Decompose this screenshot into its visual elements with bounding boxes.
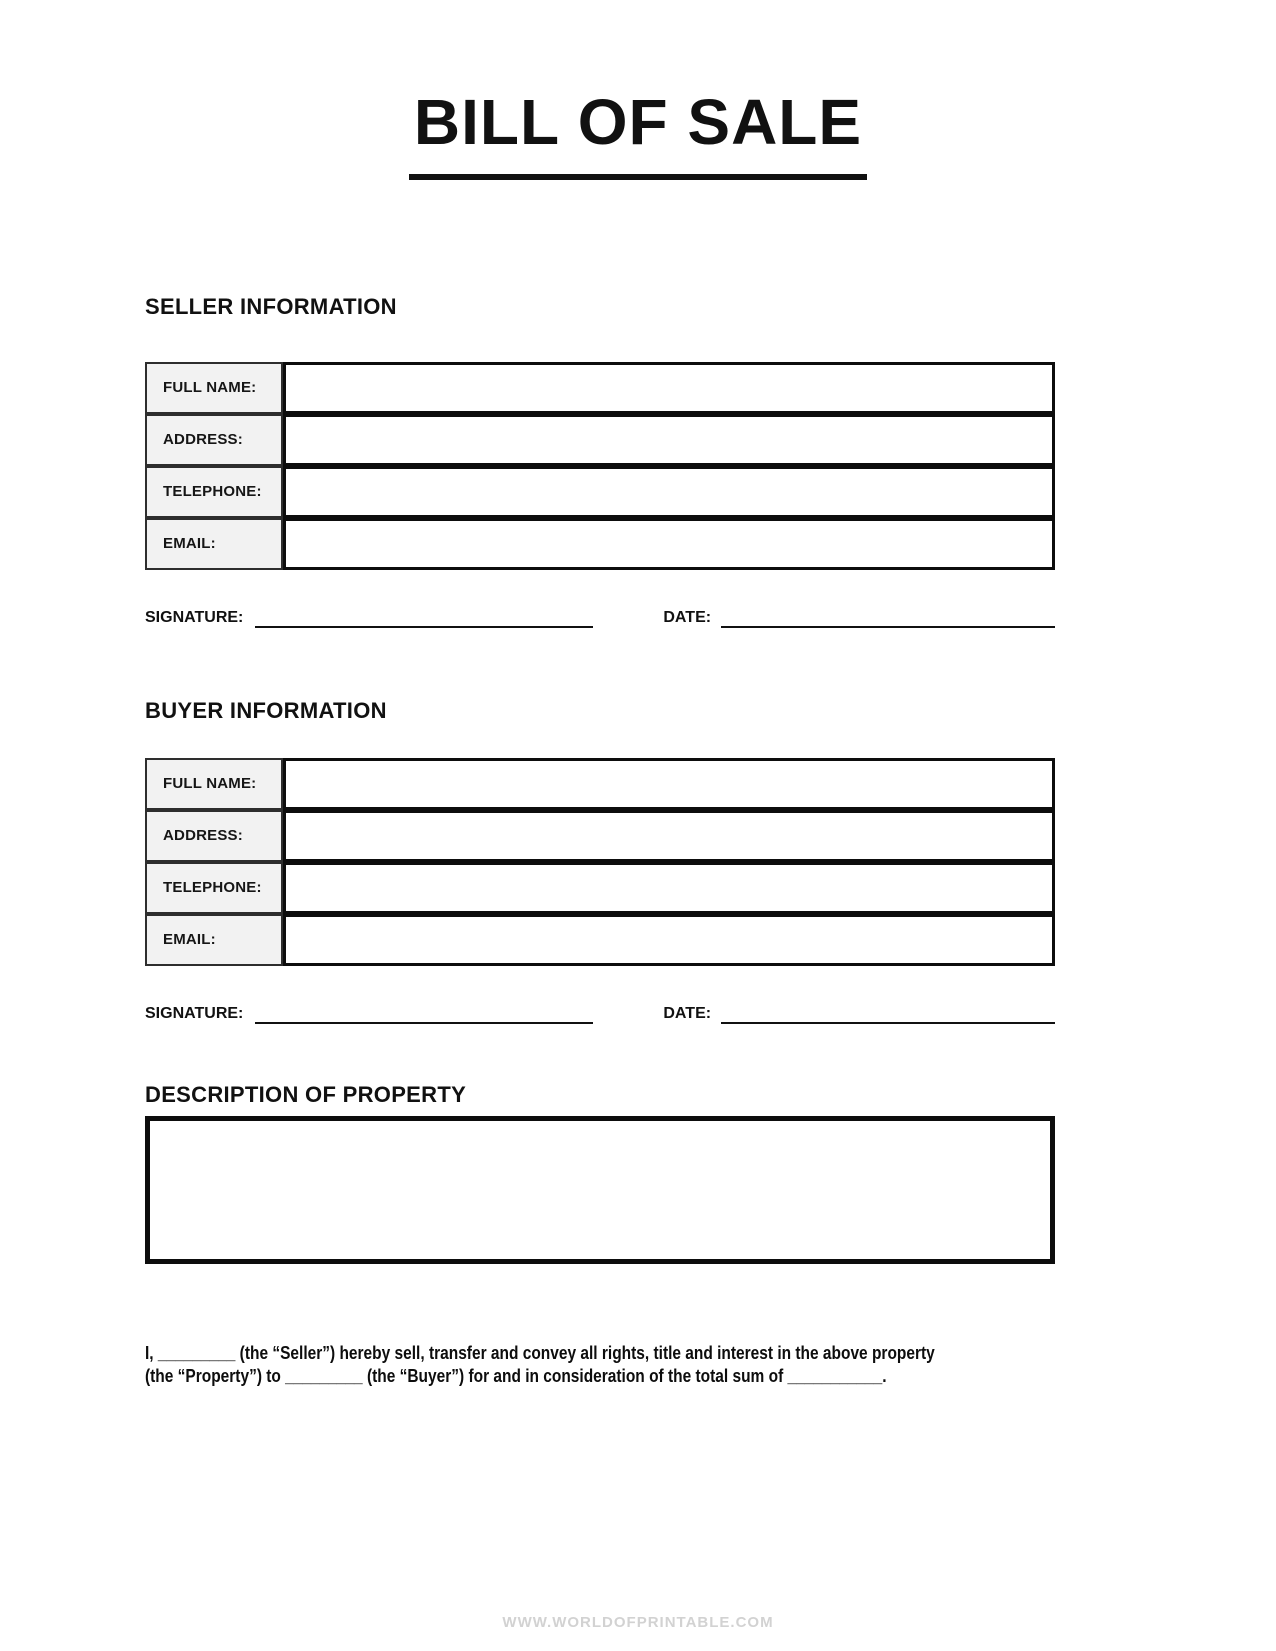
buyer-telephone-label: TELEPHONE:: [145, 862, 283, 914]
buyer-telephone-field[interactable]: [283, 862, 1055, 914]
buyer-date-line[interactable]: [721, 1004, 1055, 1024]
buyer-email-label: EMAIL:: [145, 914, 283, 966]
buyer-info-table: [145, 758, 1055, 966]
table-row: [145, 758, 1055, 810]
seller-telephone-label: TELEPHONE:: [145, 466, 283, 518]
seller-address-field[interactable]: [283, 414, 1055, 466]
table-row: [145, 862, 1055, 914]
property-section: [145, 1082, 1055, 1264]
buyer-address-label: ADDRESS:: [145, 810, 283, 862]
footer-url: WWW.WORLDOFPRINTABLE.COM: [502, 1614, 774, 1631]
table-row: [145, 362, 1055, 414]
buyer-signature-label: SIGNATURE:: [145, 1004, 244, 1022]
title-underline: [409, 174, 867, 180]
sale-statement: [145, 1342, 1055, 1388]
buyer-signature-row: [145, 1004, 1055, 1024]
document-title: BILL OF SALE: [413, 86, 863, 158]
table-row: [145, 914, 1055, 966]
seller-telephone-field[interactable]: [283, 466, 1055, 518]
buyer-full-name-field[interactable]: [283, 758, 1055, 810]
buyer-date-label: DATE:: [663, 1004, 712, 1022]
seller-info-table: [145, 362, 1055, 570]
buyer-email-field[interactable]: [283, 914, 1055, 966]
seller-section: [145, 294, 1055, 628]
seller-heading: SELLER INFORMATION: [145, 293, 397, 319]
buyer-section: [145, 698, 1055, 1024]
table-row: [145, 810, 1055, 862]
seller-full-name-field[interactable]: [283, 362, 1055, 414]
property-description-field[interactable]: [145, 1116, 1055, 1264]
seller-signature-row: [145, 608, 1055, 628]
statement-line-2: (the “Property”) to _________ (the “Buyer”) for and in consideration of the total sum of ___________.: [145, 1365, 887, 1386]
seller-address-label: ADDRESS:: [145, 414, 283, 466]
property-heading: DESCRIPTION OF PROPERTY: [145, 1081, 467, 1107]
seller-signature-label: SIGNATURE:: [145, 608, 244, 626]
table-row: [145, 414, 1055, 466]
table-row: [145, 518, 1055, 570]
buyer-heading: BUYER INFORMATION: [145, 697, 387, 723]
seller-email-field[interactable]: [283, 518, 1055, 570]
seller-signature-line[interactable]: [255, 608, 593, 628]
buyer-full-name-label: FULL NAME:: [145, 758, 283, 810]
seller-date-line[interactable]: [721, 608, 1055, 628]
seller-email-label: EMAIL:: [145, 518, 283, 570]
table-row: [145, 466, 1055, 518]
seller-full-name-label: FULL NAME:: [145, 362, 283, 414]
buyer-address-field[interactable]: [283, 810, 1055, 862]
document-header: [0, 0, 1276, 180]
seller-date-label: DATE:: [663, 608, 712, 626]
form-content: [145, 294, 1055, 1388]
buyer-signature-line[interactable]: [255, 1004, 593, 1024]
statement-line-1: I, _________ (the “Seller”) hereby sell, transfer and convey all rights, title and interest in the above property: [145, 1342, 935, 1363]
